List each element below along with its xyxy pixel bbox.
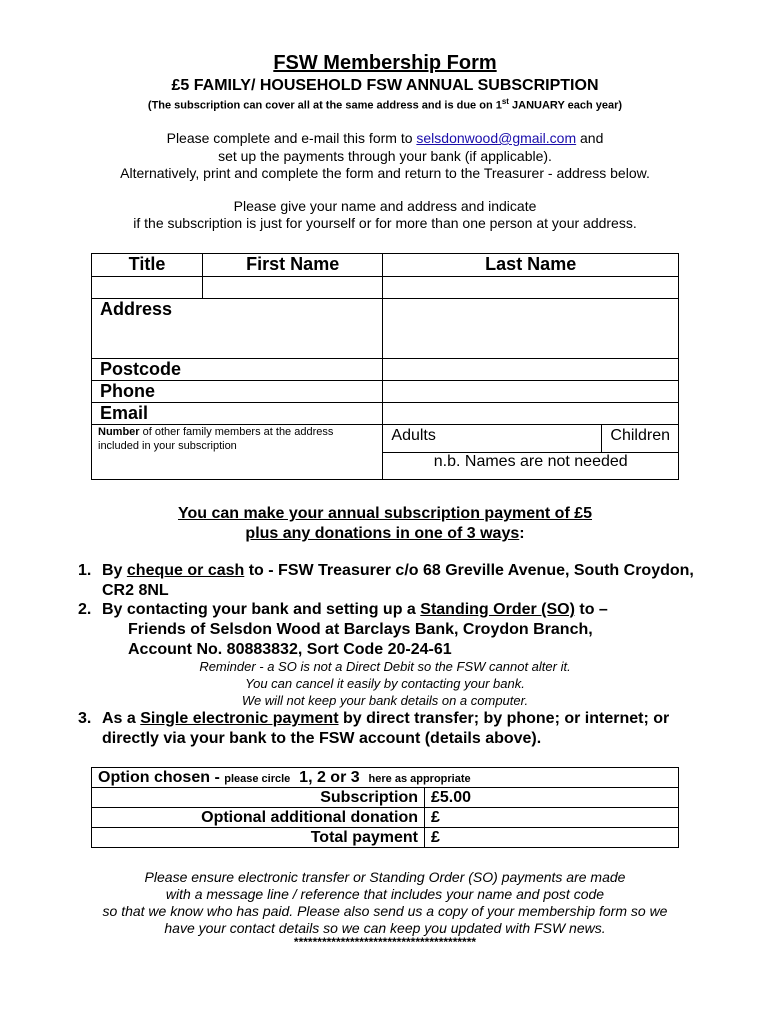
number-rest: of other family members at the address included in your subscription [98,426,334,452]
intro-line-3: Alternatively, print and complete the form and return to the Treasurer - address below. [120,165,650,181]
footer-line-3: so that we know who has paid. Please also send us a copy of your membership form so we [102,903,668,919]
reminder-line-1: Reminder - a SO is not a Direct Debit so the FSW cannot alter it. [199,659,571,674]
way-1-number: 1. [78,562,92,579]
first-name-field[interactable] [203,277,383,299]
payment-heading-1: You can make your annual subscription payment of £5 [177,505,593,522]
way-2-line-3: Account No. 80883832, Sort Code 20-24-61 [128,641,452,658]
way-2-line-2: Friends of Selsdon Wood at Barclays Bank, Croydon Branch, [128,621,593,638]
way-2-underlined: Standing Order (SO) [420,601,575,618]
address-field[interactable] [383,299,679,359]
total-field[interactable]: £ [425,828,679,848]
way-2-pre: By contacting your bank and setting up a [102,601,421,618]
payment-heading-colon: : [519,525,525,542]
intro-line-5: if the subscription is just for yourself or for more than one person at your address. [133,215,637,231]
option-choices[interactable]: 1, 2 or 3 [299,768,360,786]
intro-line-1 [0,130,770,147]
counts-cell [383,425,679,453]
subscription-value: £5.00 [425,788,679,808]
total-label: Total payment [92,828,425,848]
donation-field[interactable]: £ [425,808,679,828]
way-1-text [102,561,702,601]
postcode-label: Postcode [92,359,383,381]
way-1-underlined: cheque or cash [126,562,245,579]
phone-label: Phone [92,381,383,403]
page-title: FSW Membership Form [273,52,497,74]
payment-heading-2: plus any donations in one of 3 ways [245,525,520,542]
page-subtitle: £5 FAMILY/ HOUSEHOLD FSW ANNUAL SUBSCRIPTION [171,77,599,94]
option-appropriate-label: here as appropriate [368,772,471,785]
way-2-number: 2. [78,601,92,618]
email-label: Email [92,403,383,425]
subscription-label: Subscription [92,788,425,808]
address-label: Address [92,299,383,359]
number-bold: Number [98,426,140,438]
way-2-text [102,600,702,620]
way-3-pre: As a [102,710,141,727]
way-3-post: by direct transfer; by phone; or internet; or directly via your bank to the FSW account (details above). [102,710,670,747]
children-field[interactable]: Children [610,427,670,444]
intro-line-4: Please give your name and address and indicate [233,198,537,214]
option-chosen-label: Option chosen - [98,768,225,786]
member-details-table [91,253,679,480]
note-sup: st [501,97,509,106]
email-field[interactable] [383,403,679,425]
payment-heading [0,504,770,544]
col-last-name-header: Last Name [383,254,679,277]
email-link[interactable]: selsdonwood@gmail.com [416,130,577,146]
note-pre: (The subscription can cover all at the same address and is due on 1 [147,99,502,112]
way-3-text [102,709,702,749]
family-members-label [92,425,383,480]
intro-line-2: set up the payments through your bank (if applicable). [218,148,552,164]
way-1-post: to - FSW Treasurer c/o 68 Greville Avenue, South Croydon, CR2 8NL [102,562,694,599]
intro-post: and [576,130,604,146]
names-note: n.b. Names are not needed [383,453,679,480]
footer-note [0,869,770,937]
title-field[interactable] [92,277,203,299]
reminder-line-3: We will not keep your bank details on a computer. [241,693,529,708]
subscription-note [0,97,770,112]
way-2-post: to – [574,601,608,618]
donation-label: Optional additional donation [92,808,425,828]
adults-field[interactable]: Adults [383,425,602,452]
way-3-underlined: Single electronic payment [140,710,339,727]
option-circle-label: please circle [224,772,291,785]
col-title-header: Title [92,254,203,277]
footer-line-2: with a message line / reference that includes your name and post code [165,886,605,902]
way-3-number: 3. [78,710,92,727]
reminder-line-2: You can cancel it easily by contacting your bank. [245,676,525,691]
option-table [91,767,679,848]
phone-field[interactable] [383,381,679,403]
last-name-field[interactable] [383,277,679,299]
footer-stars: *************************************** [293,935,477,949]
footer-line-1: Please ensure electronic transfer or Standing Order (SO) payments are made [144,869,626,885]
note-post: JANUARY each year) [508,99,623,112]
postcode-field[interactable] [383,359,679,381]
way-1-pre: By [102,562,127,579]
footer-line-4: have your contact details so we can keep you updated with FSW news. [164,920,606,936]
option-chosen-row[interactable] [92,768,679,788]
intro-pre: Please complete and e-mail this form to [166,130,417,146]
col-first-name-header: First Name [203,254,383,277]
